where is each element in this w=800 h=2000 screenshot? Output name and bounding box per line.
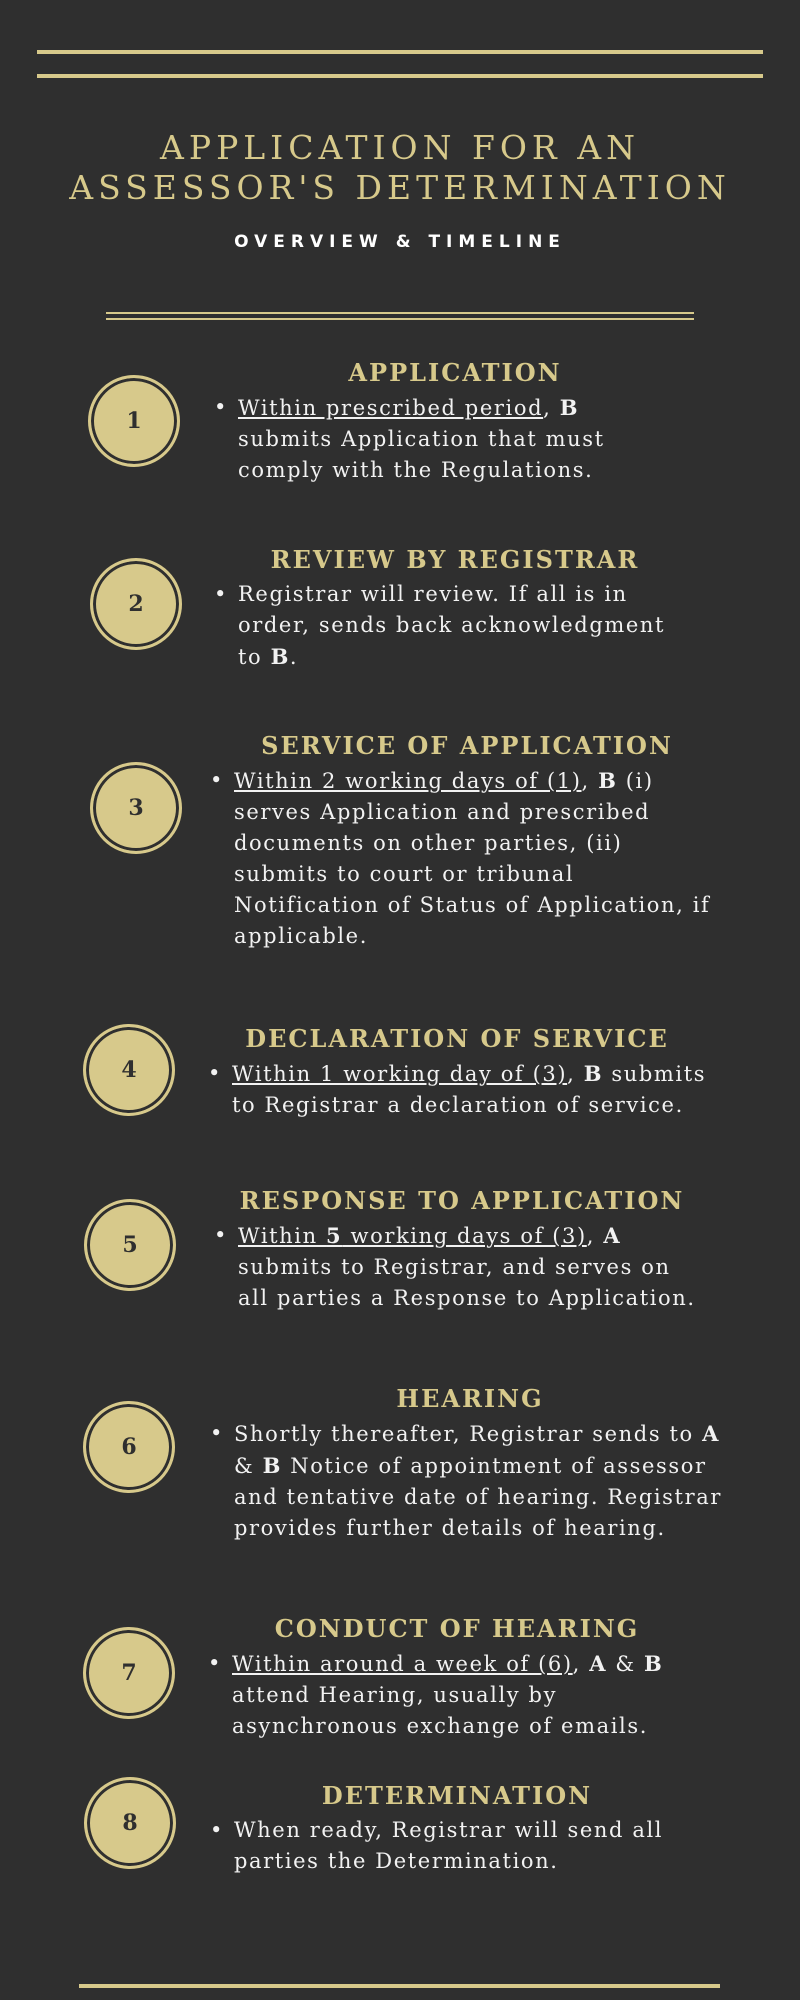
step-text: submits to Registrar, and serves on all parties a Response to Application. <box>238 1255 696 1310</box>
separator: , <box>567 1062 584 1086</box>
party-label: B <box>559 395 580 420</box>
top-rule-1 <box>37 50 763 54</box>
step-number-badge: 1 <box>88 375 180 467</box>
bullet-icon: • <box>210 1421 224 1445</box>
step-timing: Within <box>238 1224 327 1248</box>
party-label: A <box>603 1223 622 1248</box>
list-item <box>208 1648 722 1742</box>
step-title: DECLARATION OF SERVICE <box>245 1024 669 1053</box>
step-number-badge: 6 <box>83 1401 175 1493</box>
step-title: SERVICE OF APPLICATION <box>261 731 673 760</box>
step-timing-rest: working days of (3) <box>342 1224 587 1248</box>
step-timing: Within 2 working days of (1) <box>234 769 582 793</box>
list-item <box>214 1220 698 1314</box>
step-title: HEARING <box>396 1384 544 1413</box>
step-number-badge: 7 <box>83 1627 175 1719</box>
step-text-rest: Notice of appointment of assessor and tentative date of hearing. Registrar provides further details of hearing. <box>234 1454 722 1540</box>
title-line-1: APPLICATION FOR AN <box>160 128 640 167</box>
separator: , <box>543 396 560 420</box>
step-text: attend Hearing, usually by asynchronous exchange of emails. <box>232 1683 648 1738</box>
step-text: Registrar will review. If all is in order, sends back acknowledgment to <box>238 582 666 669</box>
top-rule-2 <box>37 74 763 78</box>
ampersand: & <box>234 1454 263 1478</box>
page-title <box>0 128 800 208</box>
separator: , <box>572 1652 590 1676</box>
list-item <box>214 392 678 486</box>
list-item <box>210 1815 724 1877</box>
list-item <box>210 765 712 952</box>
step-text: submits to Registrar a declaration of service. <box>232 1062 707 1117</box>
ampersand: & <box>607 1652 644 1676</box>
step-title: APPLICATION <box>348 358 562 387</box>
step-description <box>214 1220 698 1314</box>
step-timing: Within 1 working day of (3) <box>232 1062 568 1086</box>
page-subtitle: OVERVIEW & TIMELINE <box>234 232 566 252</box>
step-number-badge: 8 <box>84 1777 176 1869</box>
party-label-a: A <box>702 1421 720 1446</box>
party-label: B <box>270 644 290 669</box>
step-description <box>214 392 678 486</box>
step-description <box>208 1648 722 1742</box>
step-number-badge: 4 <box>83 1024 175 1116</box>
party-label-a: A <box>589 1651 608 1676</box>
party-label: B <box>598 768 618 793</box>
list-item <box>208 1058 710 1121</box>
step-title: DETERMINATION <box>321 1781 593 1810</box>
step-text-end: . <box>289 645 299 669</box>
step-description <box>210 1418 724 1544</box>
separator: , <box>581 769 599 793</box>
step-timing-count: 5 <box>326 1223 343 1248</box>
list-item <box>210 1418 724 1544</box>
bullet-icon: • <box>208 1651 222 1675</box>
step-description <box>208 1058 710 1121</box>
bottom-rule <box>79 1984 720 1988</box>
bullet-icon: • <box>214 395 228 419</box>
header-divider-2 <box>106 318 694 320</box>
step-description <box>210 1815 724 1877</box>
step-text: submits Application that must comply with the Regulations. <box>238 427 605 482</box>
step-number-badge: 2 <box>90 558 182 650</box>
step-title: REVIEW BY REGISTRAR <box>270 545 640 574</box>
party-label-b: B <box>262 1453 282 1478</box>
bullet-icon: • <box>214 1223 228 1247</box>
header-divider-1 <box>106 312 694 314</box>
bullet-icon: • <box>210 1818 224 1842</box>
bullet-icon: • <box>208 1061 222 1085</box>
bullet-icon: • <box>210 768 224 792</box>
step-title: RESPONSE TO APPLICATION <box>239 1186 685 1215</box>
step-text: When ready, Registrar will send all parties the Determination. <box>234 1818 664 1873</box>
bullet-icon: • <box>214 582 228 606</box>
step-text: (i) serves Application and prescribed documents on other parties, (ii) submits to court or tribunal Notification of Status of Application, if applicable. <box>234 769 711 948</box>
party-label-b: B <box>643 1651 664 1676</box>
step-timing: Within around a week of (6) <box>232 1652 573 1676</box>
step-description <box>214 579 678 673</box>
step-title: CONDUCT OF HEARING <box>274 1614 640 1643</box>
party-label: B <box>583 1061 604 1086</box>
step-description <box>210 765 712 952</box>
separator: , <box>586 1224 604 1248</box>
step-number-badge: 5 <box>84 1199 176 1291</box>
list-item <box>214 579 678 673</box>
step-timing: Within prescribed period <box>238 396 544 420</box>
step-number-badge: 3 <box>90 762 182 854</box>
title-line-2: ASSESSOR'S DETERMINATION <box>69 168 731 207</box>
step-text: Shortly thereafter, Registrar sends to <box>234 1422 703 1446</box>
